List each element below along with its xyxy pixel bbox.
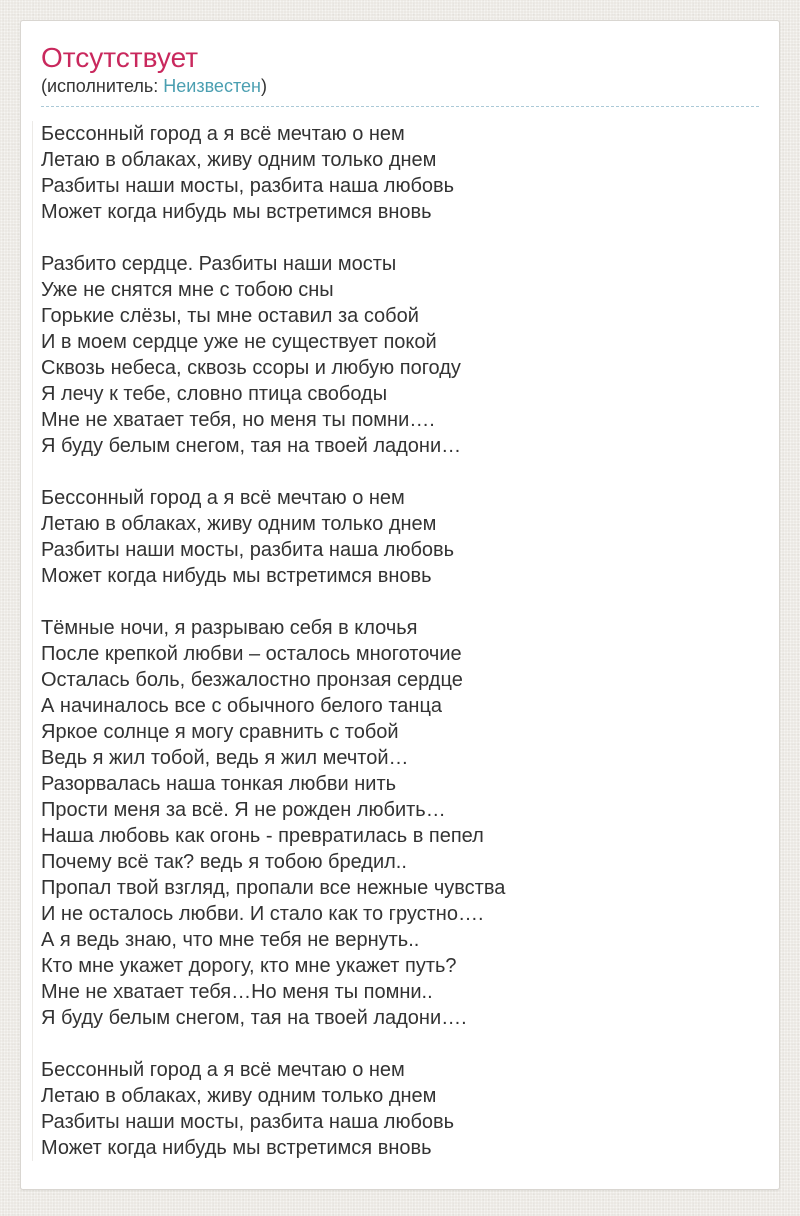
lyrics-verse: Бессонный город а я всё мечтаю о нем Летаю в облаках, живу одним только днем Разбиты наши мосты, разбита наша любовь Может когда нибудь мы встретимся вновь: [41, 1059, 455, 1159]
lyrics-verse: Бессонный город а я всё мечтаю о нем Летаю в облаках, живу одним только днем Разбиты наши мосты, разбита наша любовь Может когда нибудь мы встретимся вновь: [41, 487, 455, 587]
artist-line: [41, 75, 759, 107]
lyrics-verse: Бессонный город а я всё мечтаю о нем Летаю в облаках, живу одним только днем Разбиты наши мосты, разбита наша любовь Может когда нибудь мы встретимся вновь: [41, 123, 455, 223]
lyrics-card: [20, 20, 780, 1190]
song-title: Отсутствует: [41, 42, 199, 73]
lyrics-verse: Разбито сердце. Разбиты наши мосты Уже не снятся мне с тобою сны Горькие слёзы, ты мне оставил за собой И в моем сердце уже не существует покой Сквозь небеса, сквозь ссоры и любую погоду Я лечу к тебе, словно птица свободы Мне не хватает тебя, но меня ты помни…. Я буду белым снегом, тая на твоей ладони…: [41, 253, 462, 457]
artist-label-suffix: ): [260, 76, 267, 96]
artist-link[interactable]: Неизвестен: [163, 76, 261, 96]
lyrics-verse: Тёмные ночи, я разрываю себя в клочья После крепкой любви – осталось многоточие Осталась боль, безжалостно пронзая сердце А начиналось все с обычного белого танца Яркое солнце я могу сравнить с тобой Ведь я жил тобой, ведь я жил мечтой… Разорвалась наша тонкая любви нить Прости меня за всё. Я не рожден любить… Наша любовь как огонь - превратилась в пепел Почему всё так? ведь я тобою бредил.. Пропал твой взгляд, пропали все нежные чувства И не осталось любви. И стало как то грустно…. А я ведь знаю, что мне тебя не вернуть.. Кто мне укажет дорогу, кто мне укажет путь? Мне не хватает тебя…Но меня ты помни.. Я буду белым снегом, тая на твоей ладони….: [41, 617, 506, 1029]
page-background: [0, 20, 800, 1216]
artist-label-prefix: (исполнитель:: [41, 76, 164, 96]
lyrics-text: [32, 121, 759, 1161]
